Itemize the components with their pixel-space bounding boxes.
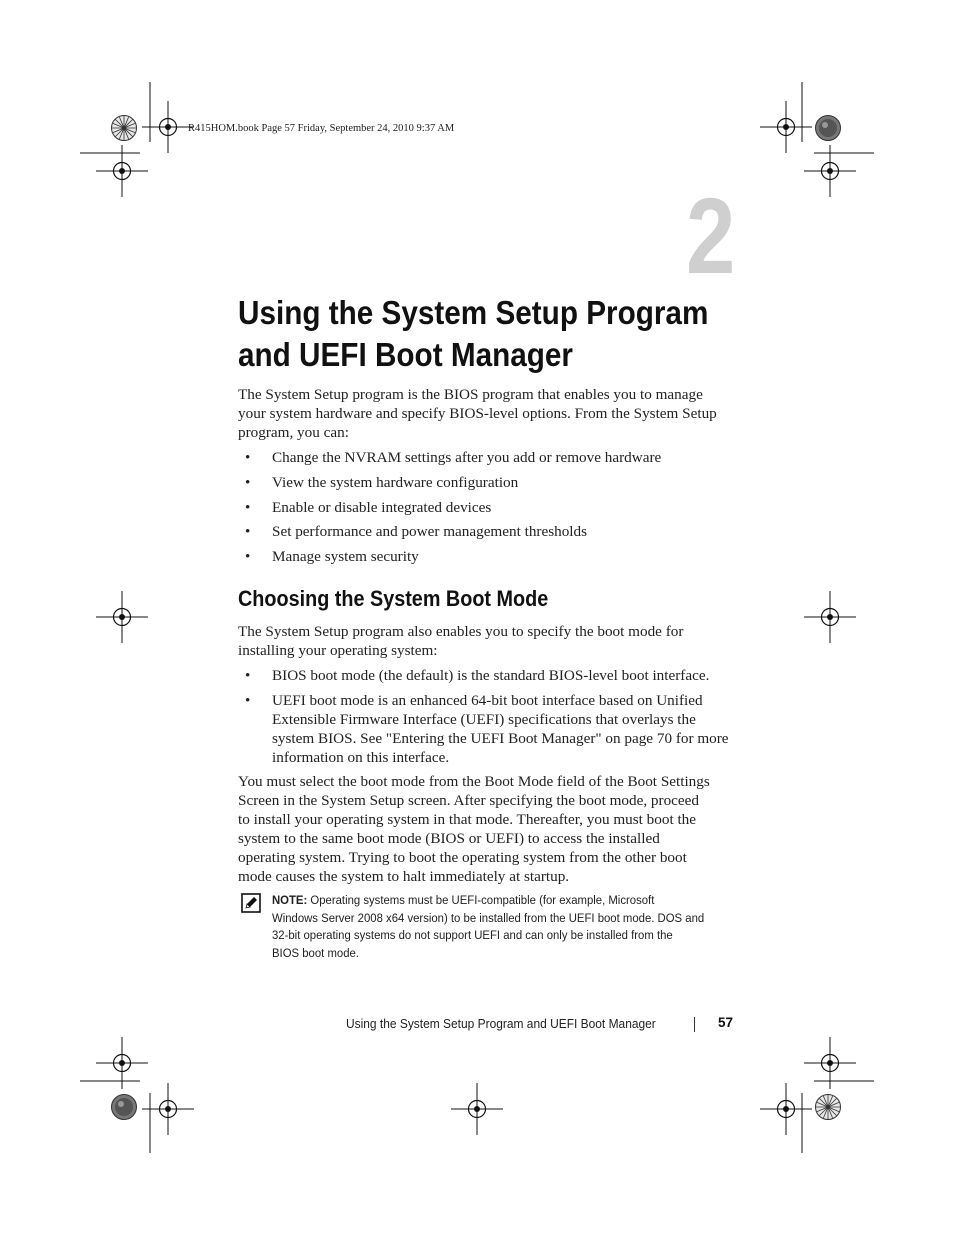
list-item: • BIOS boot mode (the default) is the standard BIOS-level boot interface. bbox=[245, 667, 710, 684]
note-text: NOTE: Operating systems must be UEFI-compatible (for example, Microsoft Windows Server 2008 x64 version) to be installed from the UEFI boot mode. DOS and 32-bit operating systems do not support UEFI and can only be installed from the BIOS boot mode. bbox=[272, 893, 705, 960]
chapter-title bbox=[238, 292, 742, 376]
color-dot-mark-icon bbox=[112, 1095, 137, 1120]
list-item: • UEFI boot mode is an enhanced 64-bit boot interface based on Unified Extensible Firmware Interface (UEFI) specifications that overlays the system BIOS. See "Entering the UEFI Boot Manager" on page 70 for more information on this interface. bbox=[245, 692, 729, 766]
boot-mode-list bbox=[238, 666, 738, 767]
list-item: • Enable or disable integrated devices bbox=[245, 498, 492, 516]
boot-mode-paragraph: You must select the boot mode from the Boot Mode field of the Boot Settings Screen in the System Setup screen. After specifying the boot mode, proceed to install your operating system in that mode. Thereafter, you must boot the system to the same boot mode (BIOS or UEFI) to access the installed operating system. Trying to boot the operating system from the other boot mode causes the system to halt immediately at startup. bbox=[238, 773, 710, 885]
section-heading: Choosing the System Boot Mode bbox=[238, 586, 549, 611]
list-item: • View the system hardware configuration bbox=[245, 473, 519, 491]
page-number: 57 bbox=[718, 1015, 734, 1030]
list-item: • Change the NVRAM settings after you add or remove hardware bbox=[245, 449, 662, 466]
print-slug: R415HOM.book Page 57 Friday, September 24, 2010 9:37 AM bbox=[188, 123, 455, 134]
chapter-title-line: and UEFI Boot Manager bbox=[238, 336, 573, 373]
capabilities-list bbox=[238, 448, 738, 566]
footer-separator bbox=[694, 1017, 695, 1032]
footer-chapter-title: Using the System Setup Program and UEFI Boot Manager bbox=[346, 1016, 656, 1031]
list-item: • Set performance and power management thresholds bbox=[245, 523, 588, 541]
color-dot-mark-icon bbox=[816, 116, 841, 141]
note-label: NOTE: bbox=[272, 893, 308, 907]
section-intro-paragraph: The System Setup program also enables you to specify the boot mode for installing your operating system: bbox=[238, 623, 684, 659]
intro-paragraph: The System Setup program is the BIOS program that enables you to manage your system hardware and specify BIOS-level options. From the System Setup program, you can: bbox=[238, 386, 717, 441]
chapter-number: 2 bbox=[686, 175, 734, 296]
note-pencil-icon bbox=[241, 893, 261, 913]
list-item: • Manage system security bbox=[245, 548, 419, 566]
chapter-title-line: Using the System Setup Program bbox=[238, 294, 709, 331]
starburst-mark-icon bbox=[112, 116, 137, 141]
starburst-mark-icon bbox=[816, 1095, 841, 1120]
